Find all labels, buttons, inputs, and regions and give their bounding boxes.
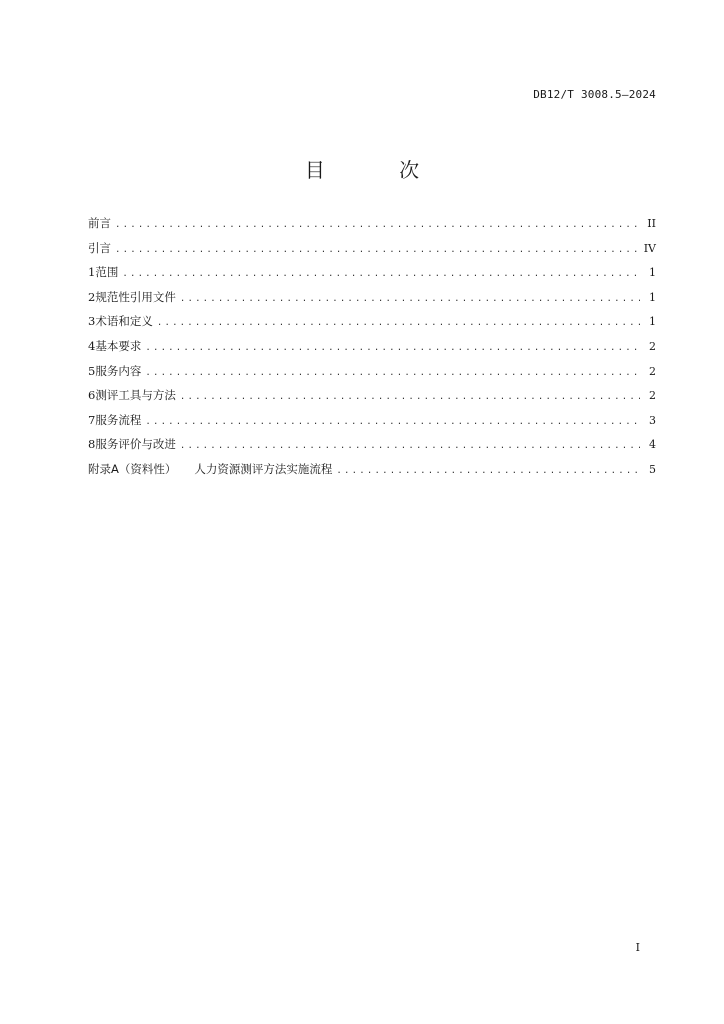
toc-page-number: 5 <box>649 462 656 476</box>
toc-section-number: 2 <box>88 289 96 304</box>
toc-entry-normative-references[interactable] <box>88 289 656 314</box>
toc-appendix-number: 附录A（资料性） <box>88 461 177 476</box>
toc-dot-leader <box>115 245 638 255</box>
toc-entry-label: 服务流程 <box>95 412 142 427</box>
page-number: I <box>635 941 640 954</box>
toc-dot-leader <box>145 343 640 353</box>
toc-entry-label: 基本要求 <box>95 338 142 353</box>
toc-entry-label: 测评工具与方法 <box>95 388 176 403</box>
toc-entry-scope[interactable] <box>88 264 656 289</box>
toc-entry-service-content[interactable] <box>88 363 656 388</box>
toc-section-number: 1 <box>88 265 96 280</box>
toc-dot-leader <box>180 441 640 451</box>
toc-section-number: 3 <box>88 314 96 329</box>
toc-section-number: 6 <box>88 388 96 403</box>
toc-entry-preface[interactable] <box>88 215 656 240</box>
toc-dot-leader <box>122 269 640 279</box>
toc-dot-leader <box>157 318 640 328</box>
toc-page-number: IV <box>643 241 656 255</box>
toc-dot-leader <box>115 220 640 230</box>
toc-entry-label: 范围 <box>95 265 119 280</box>
toc-dot-leader <box>145 368 640 378</box>
toc-dot-leader <box>145 417 640 427</box>
toc-entry-service-evaluation[interactable] <box>88 436 656 461</box>
toc-page-number: 2 <box>649 364 656 378</box>
toc-page-number: 1 <box>649 290 656 304</box>
toc-entry-label: 引言 <box>88 240 111 255</box>
toc-entry-introduction[interactable] <box>88 240 656 265</box>
toc-entry-service-process[interactable] <box>88 412 656 437</box>
toc-dot-leader <box>180 294 640 304</box>
toc-page-number: 1 <box>649 315 656 329</box>
table-of-contents <box>88 215 656 486</box>
toc-section-number: 7 <box>88 412 96 427</box>
toc-entry-basic-requirements[interactable] <box>88 338 656 363</box>
toc-section-number: 5 <box>88 363 96 378</box>
page-title: 目 次 <box>304 158 454 182</box>
toc-page-number: II <box>647 217 656 230</box>
toc-entry-assessment-tools[interactable] <box>88 387 656 412</box>
toc-entry-label: 规范性引用文件 <box>95 289 176 304</box>
toc-entry-label: 人力资源测评方法实施流程 <box>194 461 333 476</box>
toc-entry-label: 服务评价与改进 <box>95 437 176 452</box>
document-code: DB12/T 3008.5—2024 <box>533 88 656 101</box>
toc-page-number: 2 <box>649 389 656 403</box>
toc-page-number: 1 <box>649 266 656 280</box>
toc-section-number: 4 <box>88 338 96 353</box>
toc-dot-leader <box>180 392 640 402</box>
toc-entry-label: 服务内容 <box>95 363 142 378</box>
toc-entry-label: 术语和定义 <box>95 314 153 329</box>
toc-entry-label: 前言 <box>88 216 111 230</box>
toc-entry-terms-definitions[interactable] <box>88 313 656 338</box>
toc-page-number: 4 <box>649 438 656 452</box>
toc-page-number: 3 <box>649 413 656 427</box>
toc-entry-appendix-a[interactable] <box>88 461 656 486</box>
toc-section-number: 8 <box>88 437 96 452</box>
toc-page-number: 2 <box>649 339 656 353</box>
toc-dot-leader <box>336 466 640 476</box>
